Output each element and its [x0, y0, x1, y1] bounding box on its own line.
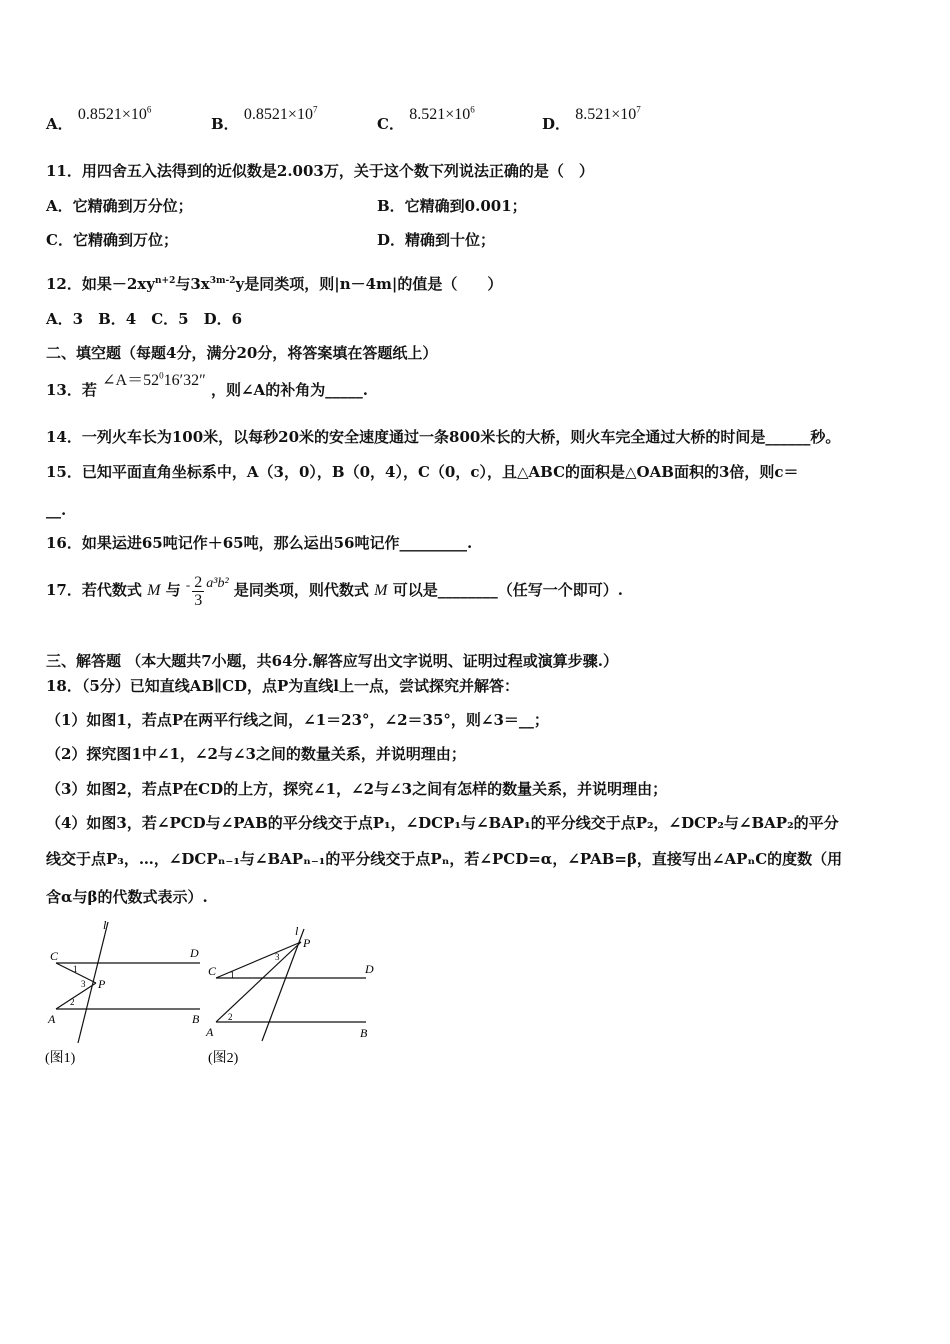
figure-1: [40, 915, 210, 1075]
q10-option-a: A． $0.8521\times 10^6$: [46, 104, 152, 133]
fig1-caption: (图1): [45, 1051, 76, 1066]
section-2-heading: 二、填空题（每题4分，满分20分，将答案填在答题纸上）: [46, 344, 438, 362]
q11-option-d: D．精确到十位；: [377, 231, 496, 249]
q18-stem: 18．（5分）已知直线AB∥CD，点P为直线l上一点，尝试探究并解答：: [46, 677, 519, 695]
q14: 14．一列火车长为100米，以每秒20米的安全速度通过一条800米长的大桥，则火车完全通过大桥的时间是______秒。: [46, 428, 841, 446]
q18-part-3: （3）如图2，若点P在CD的上方，探究∠1，∠2与∠3之间有怎样的数量关系，并说明理由；: [46, 780, 668, 798]
q13: 13．若 $\angle A=52^016'32''$ ，则∠A的补角为_____.: [46, 370, 368, 399]
fig1-label-angle-3: 3: [81, 979, 86, 989]
fig1-label-angle-2: 2: [70, 997, 75, 1007]
q10-option-d-value: $8.521\times 10^7$: [575, 104, 641, 123]
q15-line-1: 15．已知平面直角坐标系中，A（3，0），B（0，4），C（0，c），且△ABC的面积是△OAB面积的3倍，则c＝: [46, 463, 799, 481]
q18-part-4-line-3: 含α与β的代数式表示）.: [46, 888, 208, 906]
q11-stem: 11．用四舍五入法得到的近似数是2.003万，关于这个数下列说法正确的是（ ）: [46, 162, 594, 180]
q11-option-a: A．它精确到万分位；: [46, 197, 193, 215]
fig1-label-a: A: [48, 1012, 56, 1026]
q15-line-2: __.: [46, 501, 67, 519]
fig1-label-c: C: [50, 949, 59, 963]
section-3-heading: 三、解答题 （本大题共7小题，共64分.解答应写出文字说明、证明过程或演算步骤.）: [46, 652, 618, 670]
q18-part-2: （2）探究图1中∠1，∠2与∠3之间的数量关系，并说明理由；: [46, 745, 466, 763]
fig1-label-l: l: [103, 918, 107, 932]
fig1-label-d: D: [190, 946, 199, 960]
segment-ap: [216, 942, 301, 1022]
q17-fraction: $\frac{2}{3}$: [194, 573, 203, 609]
q18-part-1: （1）如图1，若点P在两平行线之间，∠1＝23°，∠2＝35°，则∠3＝__；: [46, 711, 549, 729]
fig2-caption: (图2): [208, 1051, 239, 1066]
figure-2: [200, 915, 385, 1075]
q11-option-b: B．它精确到0.001；: [377, 197, 527, 215]
q17: 17．若代数式 M 与 - $\frac{2}{3}$ a³b² 是同类项，则代数式 M 可以是________（任写一个即可）.: [46, 573, 623, 609]
q10-option-c: C． $8.521\times 10^6$: [377, 104, 475, 133]
fig1-label-b: B: [192, 1012, 200, 1026]
fig1-label-p: P: [98, 977, 106, 991]
fig2-label-l: l: [295, 924, 299, 938]
q18-part-4-line-2: 线交于点P₃，…，∠DCPₙ₋₁与∠BAPₙ₋₁的平分线交于点Pₙ，若∠PCD=α，∠PAB=β，直接写出∠APₙC的度数（用: [46, 850, 843, 868]
q10-option-d: D． $8.521\times 10^7$: [542, 104, 641, 133]
q12-stem: 12．如果$-2xy^{n+2}$与$3x^{3m-2}y$是同类项，则|n－4m|的值是（ ）: [46, 275, 503, 293]
q10-option-b-value: $0.8521\times 10^7$: [243, 104, 318, 123]
q13-angle-value: $\angle A=52^016'32''$: [102, 370, 206, 389]
fig2-label-d: D: [365, 962, 374, 976]
fig2-label-angle-3: 3: [275, 952, 280, 962]
q12-options: A．3 B．4 C．5 D．6: [46, 310, 243, 328]
fig2-label-p: P: [303, 936, 311, 950]
q10-option-c-value: $8.521\times 10^6$: [409, 104, 475, 123]
q16: 16．如果运进65吨记作＋65吨，那么运出56吨记作_________.: [46, 534, 473, 552]
fig2-label-angle-2: 2: [228, 1012, 233, 1022]
q11-option-c: C．它精确到万位；: [46, 231, 178, 249]
q10-option-b: B． $0.8521\times 10^7$: [211, 104, 318, 133]
q10-option-a-value: $0.8521\times 10^6$: [77, 104, 152, 123]
fig2-label-b: B: [360, 1026, 368, 1040]
fig2-label-angle-1: 1: [230, 970, 235, 980]
fig2-label-c: C: [208, 964, 217, 978]
q18-part-4-line-1: （4）如图3，若∠PCD与∠PAB的平分线交于点P₁，∠DCP₁与∠BAP₁的平分线交于点P₂，∠DCP₂与∠BAP₂的平分: [46, 814, 839, 832]
fig1-label-angle-1: 1: [73, 964, 78, 974]
fig2-label-a: A: [206, 1025, 214, 1039]
